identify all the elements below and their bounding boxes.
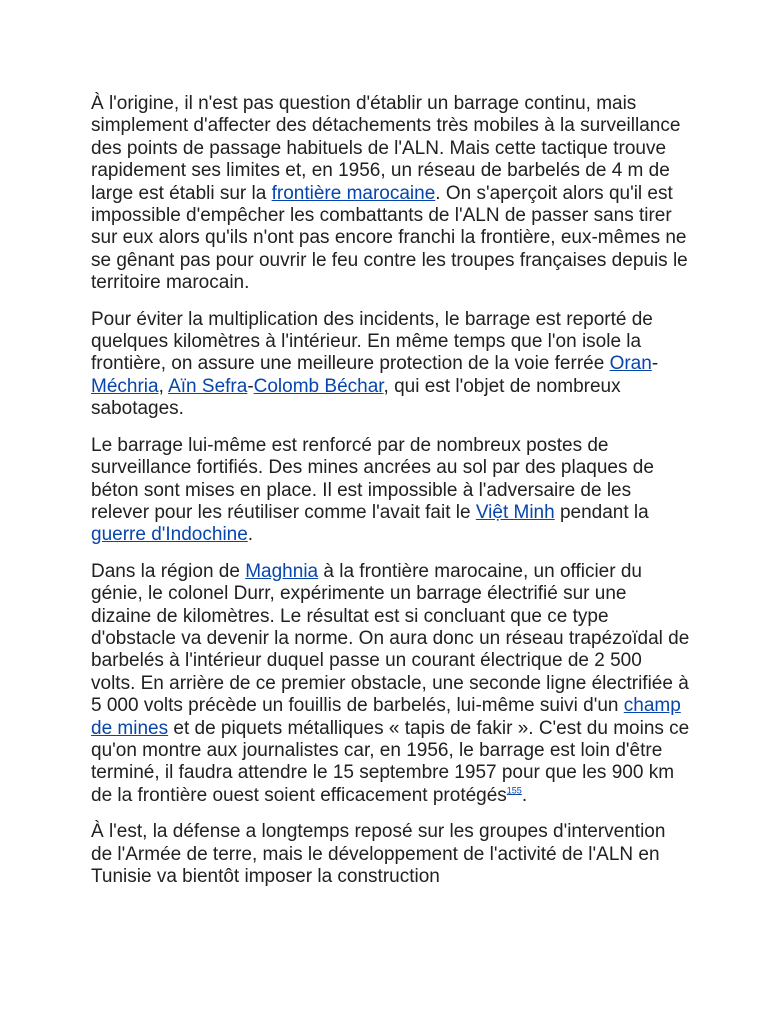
paragraph-text: À l'origine, il n'est pas question d'établir un barrage continu, mais simplement d'affecter des détachements très mobiles à la surveillance des points de passage habituels de l'ALN. Mais cette tactique trouve rapidement ses limites et, en 1956, un réseau de barbelés de 4 m de large est établi sur la xyxy=(91,93,681,204)
link-maghnia[interactable]: Maghnia xyxy=(245,560,319,582)
footnote-reference xyxy=(507,785,522,795)
paragraph-text: Pour éviter la multiplication des incidents, le barrage est reporté de quelques kilomètres à l'intérieur. En même temps que l'on isole la frontière, on assure une meilleure protection de la voie ferrée xyxy=(91,308,653,375)
link-champ-de-mines[interactable]: champ de mines xyxy=(91,695,681,739)
link-guerre-indochine[interactable]: guerre d'Indochine xyxy=(91,524,248,546)
paragraph-text: à la frontière marocaine, un officier du génie, le colonel Durr, expérimente un barrage électrifié sur une dizaine de kilomètres. Le résultat est si concluant que ce type d'obstacle va devenir la norme. On aura donc un réseau trapézoïdal de barbelés à l'intérieur duquel passe un courant électrique de 2 500 volts. En arrière de ce premier obstacle, une seconde ligne électrifiée à 5 000 volts précède un fouillis de barbelés, lui-même suivi d'un xyxy=(91,560,690,717)
paragraph-text: et de piquets métalliques « tapis de fakir ». C'est du moins ce qu'on montre aux journalistes car, en 1956, le barrage est loin d'être terminé, il faudra attendre le 15 septembre 1957 pour que les 900 km de la frontière ouest soient efficacement protégés xyxy=(91,717,690,806)
paragraph-4 xyxy=(91,561,691,807)
paragraph-text: . xyxy=(247,524,254,546)
footnote-link-155[interactable]: 155 xyxy=(506,785,522,796)
paragraph-text: pendant la xyxy=(554,501,649,523)
paragraph-3 xyxy=(91,435,691,547)
link-ain-sefra[interactable]: Aïn Sefra xyxy=(168,375,248,397)
paragraph-text: Dans la région de xyxy=(91,560,246,582)
paragraph-text: - xyxy=(651,353,659,375)
paragraph-text: À l'est, la défense a longtemps reposé sur les groupes d'intervention de l'Armée de terre, mais le développement de l'activité de l'ALN en Tunisie va bientôt imposer la construction xyxy=(91,821,666,887)
paragraph-text: , qui est l'objet de nombreux sabotages. xyxy=(91,375,621,420)
paragraph-text: Le barrage lui-même est renforcé par de nombreux postes de surveillance fortifiés. Des mines ancrées au sol par des plaques de béton sont mises en place. Il est impossible à l'adversaire de les relever pour les réutiliser comme l'avait fait le xyxy=(91,434,654,523)
paragraph-text: , xyxy=(158,375,169,397)
link-frontiere-marocaine[interactable]: frontière marocaine xyxy=(271,182,436,204)
link-colomb-bechar[interactable]: Colomb Béchar xyxy=(253,375,384,397)
link-oran[interactable]: Oran xyxy=(609,353,652,375)
paragraph-text: - xyxy=(247,375,254,397)
link-viet-minh[interactable]: Việt Minh xyxy=(475,501,555,523)
paragraph-text: . On s'aperçoit alors qu'il est impossible d'empêcher les combattants de l'ALN de passer sans tirer sur eux alors qu'ils n'ont pas encore franchi la frontière, eux-mêmes ne se gênant pas pour ouvrir le feu contre les troupes françaises depuis le territoire marocain. xyxy=(91,182,688,294)
paragraph-1 xyxy=(91,93,691,295)
link-mechria[interactable]: Méchria xyxy=(91,375,159,397)
paragraph-text: . xyxy=(521,784,528,806)
article-body xyxy=(91,93,691,902)
paragraph-5 xyxy=(91,821,691,888)
paragraph-2 xyxy=(91,309,691,421)
